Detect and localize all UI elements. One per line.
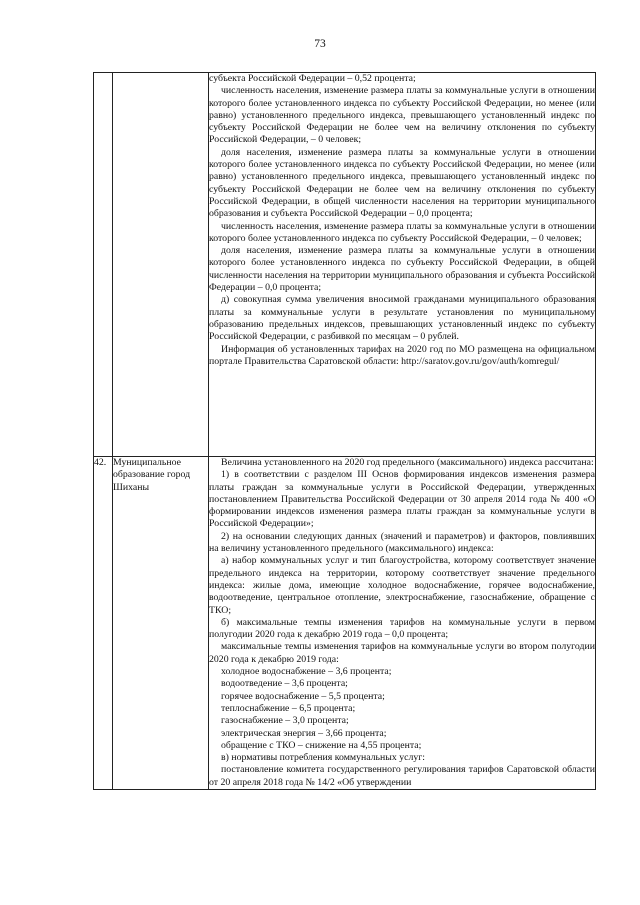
table-row [94, 457, 596, 790]
paragraph: водоотведение – 3,6 процента; [221, 678, 348, 690]
paragraph: субъекта Российской Федерации – 0,52 процента; [209, 73, 416, 84]
page-number: 73 [314, 38, 326, 50]
paragraph: д) совокупная сумма увеличения вносимой гражданами муниципального образования платы за коммунальные услуги в результате установления по муниципальному образованию предельных индексов, превышающих установленный индекс по субъекту Российской Федерации, с разбивкой по месяцам – 0 рублей. [209, 294, 595, 343]
tariff-table [93, 72, 596, 790]
paragraph: холодное водоснабжение – 3,6 процента; [221, 666, 392, 678]
row-number: 42. [94, 457, 113, 790]
paragraph: Информация об установленных тарифах на 2020 год по МО размещена на официальном портале Правительства Саратовской области: http://saratov.gov.ru/gov/auth/komregul/ [209, 343, 595, 367]
paragraph: Величина установленного на 2020 год предельного (максимального) индекса рассчитана: [221, 457, 594, 468]
municipality-name: Муниципальное образование город Шиханы [113, 457, 209, 790]
paragraph: а) набор коммунальных услуг и тип благоустройства, которому соответствует значение предельного индекса на территории, которому соответствует значение предельного индекса: жилые дома, имеющие холодное водоснабжение, горячее водоснабжение, водоотведение, центральное отопление, электроснабжение, газоснабжение, обращение с ТКО; [209, 555, 595, 616]
paragraph: максимальные темпы изменения тарифов на коммунальные услуги во втором полугодии 2020 года к декабрю 2019 года: [209, 641, 595, 665]
paragraph: теплоснабжение – 6,5 процента; [221, 702, 356, 714]
row-number [94, 73, 113, 457]
paragraph: обращение с ТКО – снижение на 4,55 процента; [221, 739, 422, 751]
paragraph: газоснабжение – 3,0 процента; [221, 715, 349, 727]
municipality-name [113, 73, 209, 457]
paragraph: доля населения, изменение размера платы за коммунальные услуги в отношении которого более установленного индекса по субъекту Российской Федерации, но менее (или равно) установленного предельного индекса, превышающего установленный индекс по субъекту Российской Федерации не более чем на величину отклонения по субъекту Российской Федерации, в общей численности населения на территории муниципального образования и субъекта Российской Федерации – 0,0 процента; [209, 146, 595, 220]
paragraph: доля населения, изменение размера платы за коммунальные услуги в отношении которого более установленного индекса по субъекту Российской Федерации, в общей численности населения на территории муниципального образования и субъекта Российской Федерации – 0,0 процента; [209, 245, 595, 294]
row-content [209, 457, 596, 790]
table-row [94, 73, 596, 457]
paragraph: электрическая энергия – 3,66 процента; [221, 727, 387, 739]
paragraph: численность населения, изменение размера платы за коммунальные услуги в отношении которого более установленного индекса по субъекту Российской Федерации, – 0 человек; [209, 220, 595, 244]
paragraph: 2) на основании следующих данных (значений и параметров) и факторов, повлиявших на величину установленного предельного (максимального) индекса: [209, 530, 595, 555]
paragraph: горячее водоснабжение – 5,5 процента; [221, 690, 385, 702]
paragraph: б) максимальные темпы изменения тарифов на коммунальные услуги в первом полугодии 2020 года к декабрю 2019 года – 0,0 процента; [209, 616, 595, 641]
paragraph: 1) в соответствии с разделом III Основ формирования индексов изменения размера платы граждан за коммунальные услуги в Российской Федерации, утвержденных постановлением Правительства Российской Федерации от 30 апреля 2014 года № 400 «О формировании индексов изменения размера платы граждан за коммунальные услуги в Российской Федерации»; [209, 469, 595, 530]
paragraph: численность населения, изменение размера платы за коммунальные услуги в отношении которого более установленного индекса по субъекту Российской Федерации, но менее (или равно) установленного предельного индекса, превышающего установленный индекс по субъекту Российской Федерации не более чем на величину отклонения по субъекту Российской Федерации, – 0 человек; [209, 85, 595, 146]
paragraph: в) нормативы потребления коммунальных услуг: [221, 752, 425, 764]
row-content [209, 73, 596, 457]
paragraph: постановление комитета государственного регулирования тарифов Саратовской области от 20 апреля 2018 года № 14/2 «Об утверждении [209, 764, 595, 788]
